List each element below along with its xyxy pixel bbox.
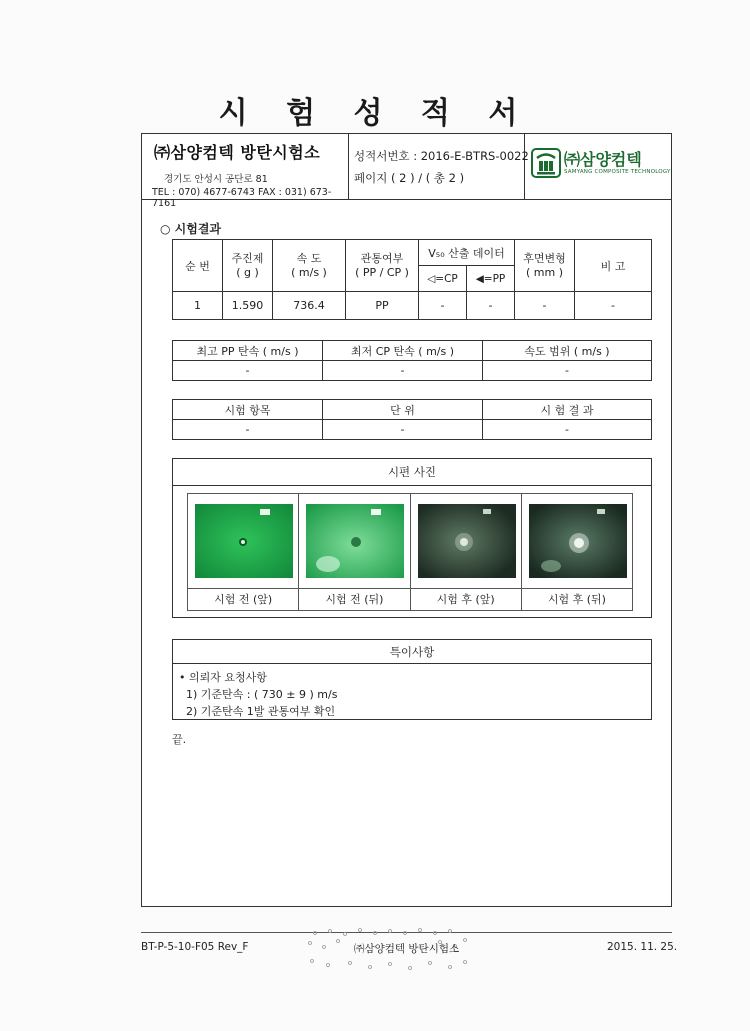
report-header [142,134,671,209]
cell-v50-pp: - [467,292,515,320]
col-deformation-header [515,240,575,292]
issuer-block [142,134,349,209]
company-name: ㈜삼양컴텍 방탄시험소 [154,143,321,162]
end-mark: 끝. [172,733,187,746]
speed-range-value: - [483,361,652,381]
results-heading: ○ 시험결과 [160,222,222,236]
report-frame [141,133,672,907]
table-row [173,420,652,440]
photo-caption: 시험 후 (앞) [411,588,521,610]
logo-mark-icon [531,148,561,178]
logo-korean: ㈜삼양컴텍 [564,150,642,169]
test-result-value: - [483,420,652,440]
cell-v50-cp: - [419,292,467,320]
propellant-label: 주진제 [231,251,264,265]
specimen-photo-before-front [195,504,293,578]
results-table [172,239,652,320]
photo-cell [188,494,299,610]
cell-penetration: PP [346,292,419,320]
special-notes [172,639,652,720]
page-indicator: 페이지 ( 2 ) / ( 총 2 ) [354,171,465,185]
notes-intro: • 의뢰자 요청사항 [179,671,267,684]
table-row [173,292,652,320]
col-no-header: 순 번 [173,240,223,292]
col-velocity-header [273,240,346,292]
company-address: 경기도 안성시 공단로 81 [164,174,268,185]
propellant-unit: ( g ) [236,265,259,279]
col-v50-cp-header: ◁=CP [419,266,467,292]
penetration-label: 관통여부 [360,251,404,265]
report-number: 성적서번호 : 2016-E-BTRS-0022 [354,149,529,163]
photo-cell [411,494,522,610]
col-remark-header: 비 고 [575,240,652,292]
col-v50-pp-header: ◀=PP [467,266,515,292]
min-cp-value: - [323,361,483,381]
velocity-unit: ( m/s ) [291,265,327,279]
col-v50-header: V₅₀ 산출 데이터 [419,240,515,266]
test-item-value: - [173,420,323,440]
col-propellant-header [223,240,273,292]
company-contact: TEL : 070) 4677-6743 FAX : 031) 673-7161 [152,187,332,209]
photos-title: 시편 사진 [173,459,651,486]
photo-grid [187,493,633,611]
list-item: 1) 기준탄속 : ( 730 ± 9 ) m/s [186,688,338,701]
photo-cell [299,494,410,610]
col-penetration-header [346,240,419,292]
cell-deformation: - [515,292,575,320]
unit-header: 단 위 [323,400,483,420]
logo-english: SAMYANG COMPOSITE TECHNOLOGY [564,169,671,175]
specimen-photo-before-back [306,504,404,578]
deformation-label: 후면변형 [523,251,566,265]
list-item: 2) 기준탄속 1발 관통여부 확인 [186,705,336,718]
specimen-photos [172,458,652,618]
report-meta [349,134,529,199]
specimen-photo-after-back [529,504,627,578]
company-logo [525,134,671,199]
document-title: 시 험 성 적 서 [218,96,532,131]
cell-remark: - [575,292,652,320]
photo-caption: 시험 후 (뒤) [522,588,632,610]
speed-range-header: 속도 범위 ( m/s ) [483,341,652,361]
footer-stamp-text: ㈜삼양컴텍 방탄시험소 [354,943,460,955]
test-item-header: 시험 항목 [173,400,323,420]
speed-table [172,340,652,381]
penetration-unit: ( PP / CP ) [355,265,409,279]
max-pp-header: 최고 PP 탄속 ( m/s ) [173,341,323,361]
cell-no: 1 [173,292,223,320]
test-table [172,399,652,440]
cell-propellant: 1.590 [223,292,273,320]
test-result-header: 시 험 결 과 [483,400,652,420]
issue-date: 2015. 11. 25. [607,941,678,953]
velocity-label: 속 도 [296,251,322,265]
min-cp-header: 최저 CP 탄속 ( m/s ) [323,341,483,361]
form-code: BT-P-5-10-F05 Rev_F [141,941,249,953]
specimen-photo-after-front [418,504,516,578]
deformation-unit: ( mm ) [525,265,563,279]
table-row [173,361,652,381]
notes-body [173,664,651,720]
unit-value: - [323,420,483,440]
max-pp-value: - [173,361,323,381]
notes-title: 특이사항 [173,640,651,664]
cell-velocity: 736.4 [273,292,346,320]
photo-cell [522,494,632,610]
photo-caption: 시험 전 (뒤) [299,588,409,610]
photo-caption: 시험 전 (앞) [188,588,298,610]
